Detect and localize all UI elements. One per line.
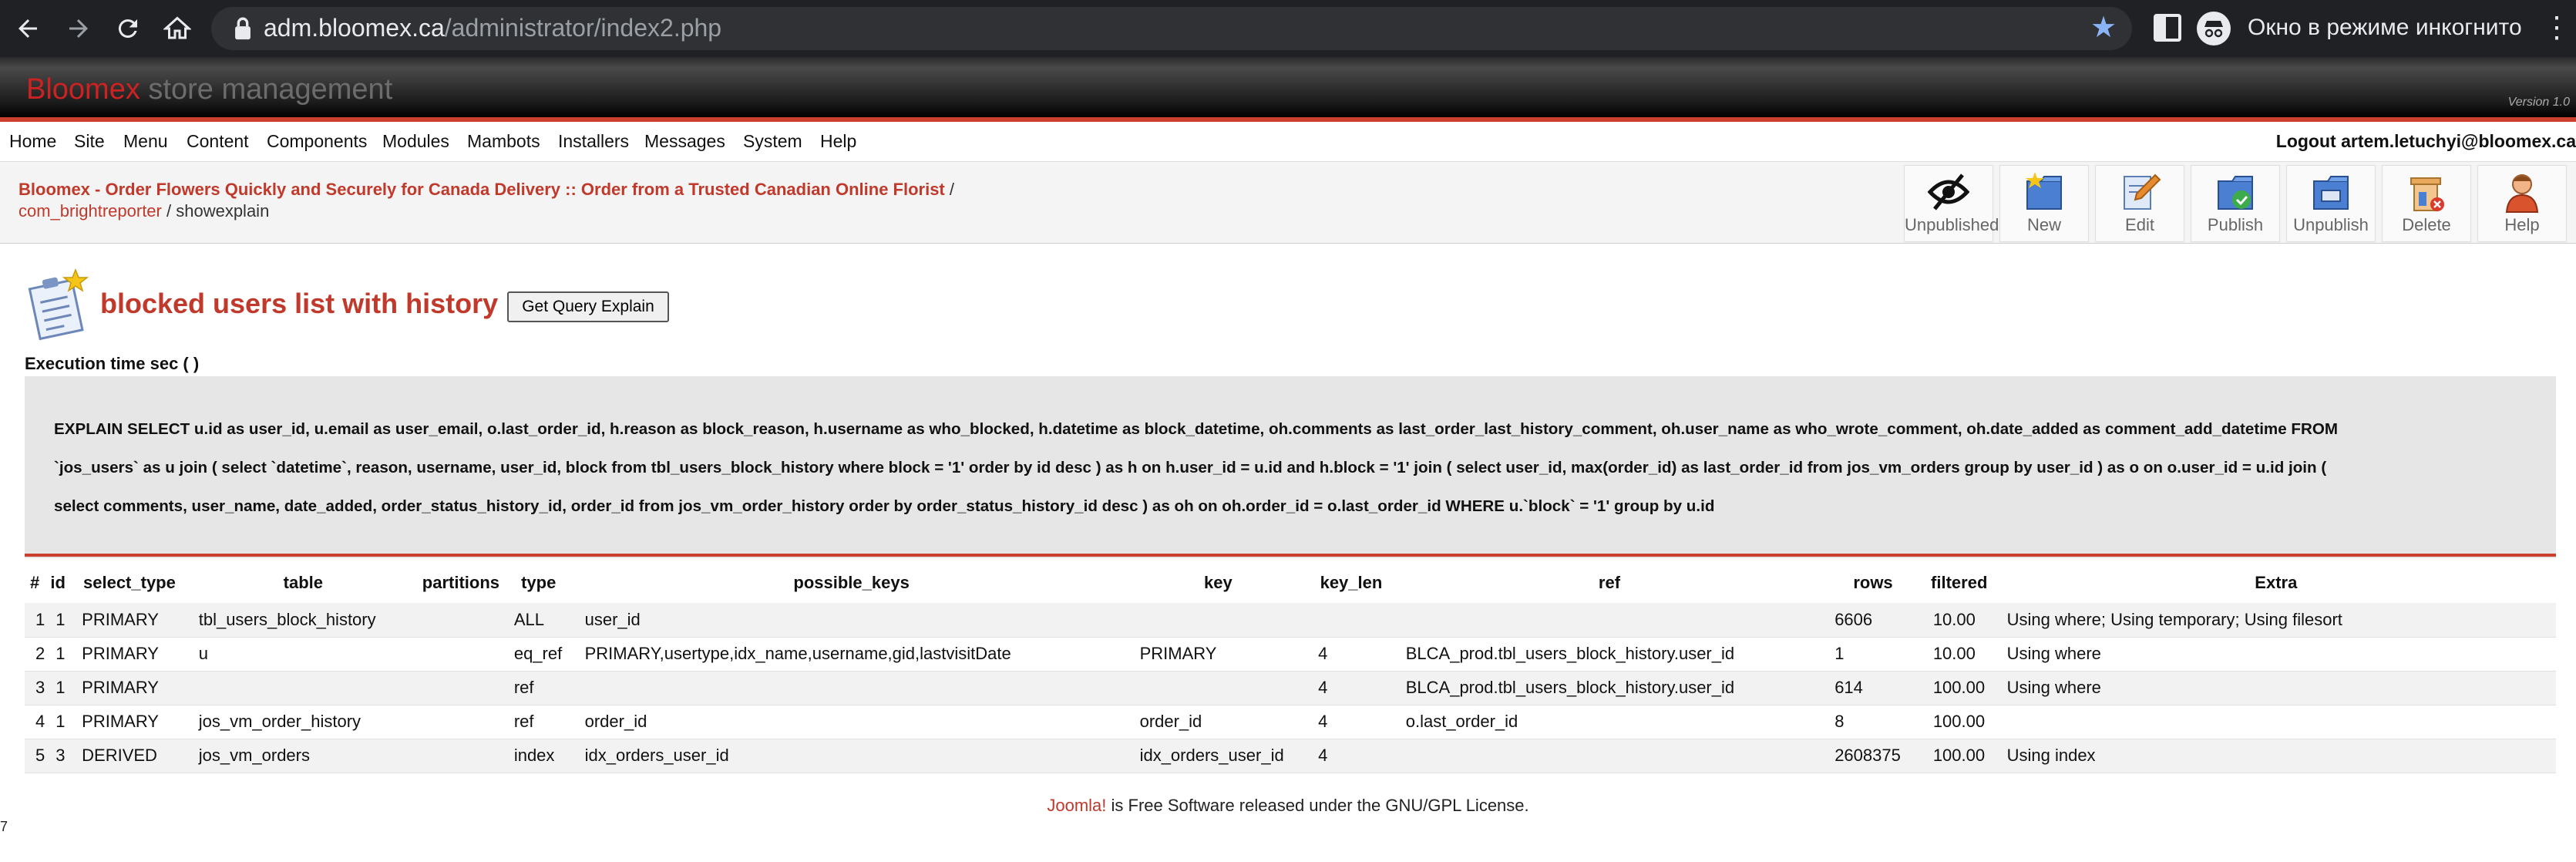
toolbar-delete-button[interactable] bbox=[2382, 165, 2471, 242]
table-header-row bbox=[25, 563, 2556, 603]
execution-time-label: Execution time sec ( ) bbox=[25, 354, 200, 373]
table-cell: o.last_order_id bbox=[1395, 705, 1824, 739]
table-cell: PRIMARY bbox=[71, 671, 188, 705]
menu-item-components[interactable]: Components bbox=[267, 131, 368, 151]
table-cell: tbl_users_block_history bbox=[188, 603, 419, 637]
report-icon bbox=[26, 268, 92, 345]
table-cell: 2608375 bbox=[1824, 739, 1922, 773]
breadcrumb-task: / showexplain bbox=[166, 201, 270, 221]
toolbar-publish-label: Publish bbox=[2207, 215, 2264, 234]
column-header[interactable]: ref bbox=[1598, 573, 1621, 592]
delete-icon bbox=[2403, 170, 2450, 214]
table-cell: 1 bbox=[1824, 637, 1922, 671]
table-cell: 4 bbox=[1307, 671, 1395, 705]
help-icon bbox=[2499, 170, 2545, 214]
new-icon bbox=[2021, 170, 2067, 214]
page-title: blocked users list with history bbox=[100, 288, 499, 319]
table-cell: 4 bbox=[25, 705, 45, 739]
column-header[interactable]: select_type bbox=[83, 573, 176, 592]
edit-icon bbox=[2117, 170, 2163, 214]
pathway-bar bbox=[0, 162, 2576, 244]
table-cell: 1 bbox=[45, 705, 71, 739]
table-cell: BLCA_prod.tbl_users_block_history.user_id bbox=[1395, 637, 1824, 671]
sql-line: `jos_users` as u join ( select `datetime`, reason, username, user_id, block from tbl_users_block_history where block = '1' order by id desc ) as h on h.user_id = u.id and h.block = '1' join ( select user_id, max(order_id) as last_order_id from jos_vm_orders group by user_id ) as o on o.user_id = u.id join ( bbox=[54, 459, 2327, 476]
column-header[interactable]: type bbox=[521, 573, 557, 592]
table-cell: 1 bbox=[45, 603, 71, 637]
toolbar-edit-label: Edit bbox=[2125, 215, 2154, 234]
table-row bbox=[25, 739, 2556, 773]
sql-query-text bbox=[54, 410, 2536, 526]
table-row bbox=[25, 637, 2556, 671]
column-header[interactable]: filtered bbox=[1931, 573, 1988, 592]
star-icon[interactable]: ★ bbox=[2090, 12, 2117, 44]
table-cell: 100.00 bbox=[1922, 705, 1996, 739]
table-cell: 1 bbox=[25, 603, 45, 637]
joomla-link[interactable]: Joomla! bbox=[1047, 796, 1107, 815]
url-text[interactable] bbox=[264, 11, 721, 45]
toolbar-unpublished-button[interactable] bbox=[1904, 165, 1999, 242]
column-header[interactable]: rows bbox=[1853, 573, 1893, 592]
table-cell: 2 bbox=[25, 637, 45, 671]
forward-icon[interactable] bbox=[60, 10, 97, 47]
table-cell: 1 bbox=[45, 671, 71, 705]
table-cell bbox=[1307, 603, 1395, 637]
sql-line: select comments, user_name, date_added, order_status_history_id, order_id from jos_vm_order_history order by order_status_history_id desc ) as oh on oh.order_id = o.last_order_id WHERE u.`block` = '1' group by u.id bbox=[54, 497, 1715, 515]
reload-icon[interactable] bbox=[109, 10, 146, 47]
table-cell: 3 bbox=[45, 739, 71, 773]
table-cell: 5 bbox=[25, 739, 45, 773]
table-body bbox=[25, 603, 2556, 773]
table-cell: 4 bbox=[1307, 739, 1395, 773]
menu-item-installers[interactable]: Installers bbox=[558, 131, 630, 151]
table-cell bbox=[419, 739, 503, 773]
admin-header bbox=[0, 57, 2576, 117]
table-cell: PRIMARY bbox=[71, 637, 188, 671]
table-cell: ref bbox=[503, 671, 574, 705]
table-cell bbox=[419, 637, 503, 671]
table-cell: order_id bbox=[574, 705, 1129, 739]
toolbar-publish-button[interactable] bbox=[2191, 165, 2280, 242]
table-cell: 1 bbox=[45, 637, 71, 671]
table-cell: jos_vm_order_history bbox=[188, 705, 419, 739]
brand-logo bbox=[26, 72, 392, 106]
toolbar-unpublished-label: Unpublished bbox=[1905, 215, 1999, 234]
sql-line: EXPLAIN SELECT u.id as user_id, u.email as user_email, o.last_order_id, h.reason as block_reason, h.username as who_blocked, h.datetime as block_datetime, oh.comments as last_order_last_history_comment, oh.user_name as who_wrote_comment, oh.date_added as comment_add_datetime FROM bbox=[54, 420, 2339, 438]
breadcrumb-separator: / bbox=[949, 180, 955, 199]
table-cell: jos_vm_orders bbox=[188, 739, 419, 773]
table-cell: Using where; Using temporary; Using filesort bbox=[1996, 603, 2556, 637]
table-cell: user_id bbox=[574, 603, 1129, 637]
table-row bbox=[25, 705, 2556, 739]
table-cell bbox=[419, 671, 503, 705]
breadcrumb-line-2 bbox=[18, 200, 269, 222]
table-cell: 4 bbox=[1307, 705, 1395, 739]
table-cell: 614 bbox=[1824, 671, 1922, 705]
table-cell bbox=[419, 705, 503, 739]
main-menu bbox=[0, 122, 2576, 162]
table-cell bbox=[188, 671, 419, 705]
table-cell: PRIMARY bbox=[71, 603, 188, 637]
toolbar-new-label: New bbox=[2026, 215, 2061, 234]
column-header[interactable]: table bbox=[283, 573, 324, 592]
table-cell: 100.00 bbox=[1922, 739, 1996, 773]
table-cell: Using index bbox=[1996, 739, 2556, 773]
menu-item-home[interactable]: Home bbox=[9, 131, 57, 151]
url-host: adm.bloomex.ca bbox=[264, 14, 445, 42]
stray-text: 7 bbox=[0, 819, 8, 834]
publish-icon bbox=[2212, 170, 2258, 214]
table-cell: order_id bbox=[1129, 705, 1308, 739]
table-cell: PRIMARY bbox=[1129, 637, 1308, 671]
unpublish-icon bbox=[2308, 170, 2354, 214]
incognito-icon[interactable] bbox=[2197, 12, 2231, 45]
get-query-explain-button[interactable]: Get Query Explain bbox=[507, 291, 669, 322]
table-cell bbox=[1996, 705, 2556, 739]
table-cell bbox=[419, 603, 503, 637]
table-cell: idx_orders_user_id bbox=[574, 739, 1129, 773]
column-header[interactable]: key_len bbox=[1320, 573, 1383, 592]
column-header[interactable]: Extra bbox=[2255, 573, 2298, 592]
menu-item-mambots[interactable]: Mambots bbox=[467, 131, 540, 151]
table-cell: ALL bbox=[503, 603, 574, 637]
menu-item-site[interactable]: Site bbox=[74, 131, 105, 151]
browser-toolbar bbox=[0, 0, 2576, 57]
unpublished-icon bbox=[1925, 170, 1972, 214]
toolbar-help-label: Help bbox=[2504, 215, 2540, 234]
table-cell: eq_ref bbox=[503, 637, 574, 671]
menu-item-menu[interactable]: Menu bbox=[123, 131, 168, 151]
table-cell: 100.00 bbox=[1922, 671, 1996, 705]
incognito-label[interactable]: Окно в режиме инкогнито bbox=[2248, 15, 2522, 40]
table-cell: ref bbox=[503, 705, 574, 739]
table-cell: 10.00 bbox=[1922, 637, 1996, 671]
table-cell bbox=[1129, 603, 1308, 637]
column-header[interactable]: id bbox=[50, 573, 66, 592]
breadcrumb-component-link[interactable]: com_brightreporter bbox=[18, 201, 162, 221]
table-cell: 4 bbox=[1307, 637, 1395, 671]
menu-item-modules[interactable]: Modules bbox=[382, 131, 449, 151]
table-cell: Using where bbox=[1996, 671, 2556, 705]
table-cell: 10.00 bbox=[1922, 603, 1996, 637]
toolbar-delete-label: Delete bbox=[2402, 215, 2451, 234]
breadcrumb-site-link[interactable]: Bloomex - Order Flowers Quickly and Securely for Canada Delivery :: Order from a Trusted Canadian Online Florist bbox=[18, 180, 945, 199]
table-cell bbox=[574, 671, 1129, 705]
sql-box-divider bbox=[25, 554, 2556, 557]
lock-icon[interactable] bbox=[231, 15, 257, 42]
toolbar-new-button[interactable] bbox=[1999, 165, 2089, 242]
table-cell: 3 bbox=[25, 671, 45, 705]
table-cell: Using where bbox=[1996, 637, 2556, 671]
table-row bbox=[25, 671, 2556, 705]
table-cell: DERIVED bbox=[71, 739, 188, 773]
toolbar-edit-button[interactable] bbox=[2095, 165, 2184, 242]
brand-subtitle: store management bbox=[148, 73, 393, 106]
menu-item-system[interactable]: System bbox=[743, 131, 802, 151]
toolbar-unpublish-button[interactable] bbox=[2286, 165, 2376, 242]
menu-item-messages[interactable]: Messages bbox=[644, 131, 725, 151]
toolbar-help-button[interactable] bbox=[2477, 165, 2567, 242]
url-path: /administrator/index2.php bbox=[444, 14, 722, 42]
table-cell: u bbox=[188, 637, 419, 671]
version-label: Version 1.0 bbox=[2507, 96, 2570, 109]
more-icon[interactable]: ⋮ bbox=[2542, 12, 2571, 44]
column-header[interactable]: partitions bbox=[422, 573, 500, 592]
table-cell: PRIMARY,usertype,idx_name,username,gid,lastvisitDate bbox=[574, 637, 1129, 671]
table-cell: index bbox=[503, 739, 574, 773]
table-cell bbox=[1129, 671, 1308, 705]
menu-item-help[interactable]: Help bbox=[820, 131, 857, 151]
table-cell: 8 bbox=[1824, 705, 1922, 739]
table-cell: 6606 bbox=[1824, 603, 1922, 637]
footer bbox=[0, 794, 2576, 817]
logout-link[interactable]: Logout artem.letuchyi@bloomex.ca bbox=[2275, 131, 2576, 151]
table-cell bbox=[1395, 739, 1824, 773]
column-header[interactable]: key bbox=[1204, 573, 1233, 592]
menu-item-content[interactable]: Content bbox=[187, 131, 249, 151]
table-cell: PRIMARY bbox=[71, 705, 188, 739]
back-icon[interactable] bbox=[9, 10, 46, 47]
table-row bbox=[25, 603, 2556, 637]
column-header[interactable]: possible_keys bbox=[793, 573, 910, 592]
table-cell: idx_orders_user_id bbox=[1129, 739, 1308, 773]
side-panel-icon[interactable] bbox=[2154, 14, 2181, 42]
footer-license-text: is Free Software released under the GNU/GPL License. bbox=[1106, 796, 1529, 815]
toolbar-unpublish-label: Unpublish bbox=[2293, 215, 2369, 234]
brand-name: Bloomex bbox=[26, 73, 140, 106]
table-cell bbox=[1395, 603, 1824, 637]
explain-result-table bbox=[25, 563, 2556, 773]
home-icon[interactable] bbox=[159, 10, 196, 47]
column-header[interactable]: # bbox=[30, 573, 40, 592]
breadcrumb bbox=[18, 179, 954, 200]
table-cell: BLCA_prod.tbl_users_block_history.user_id bbox=[1395, 671, 1824, 705]
